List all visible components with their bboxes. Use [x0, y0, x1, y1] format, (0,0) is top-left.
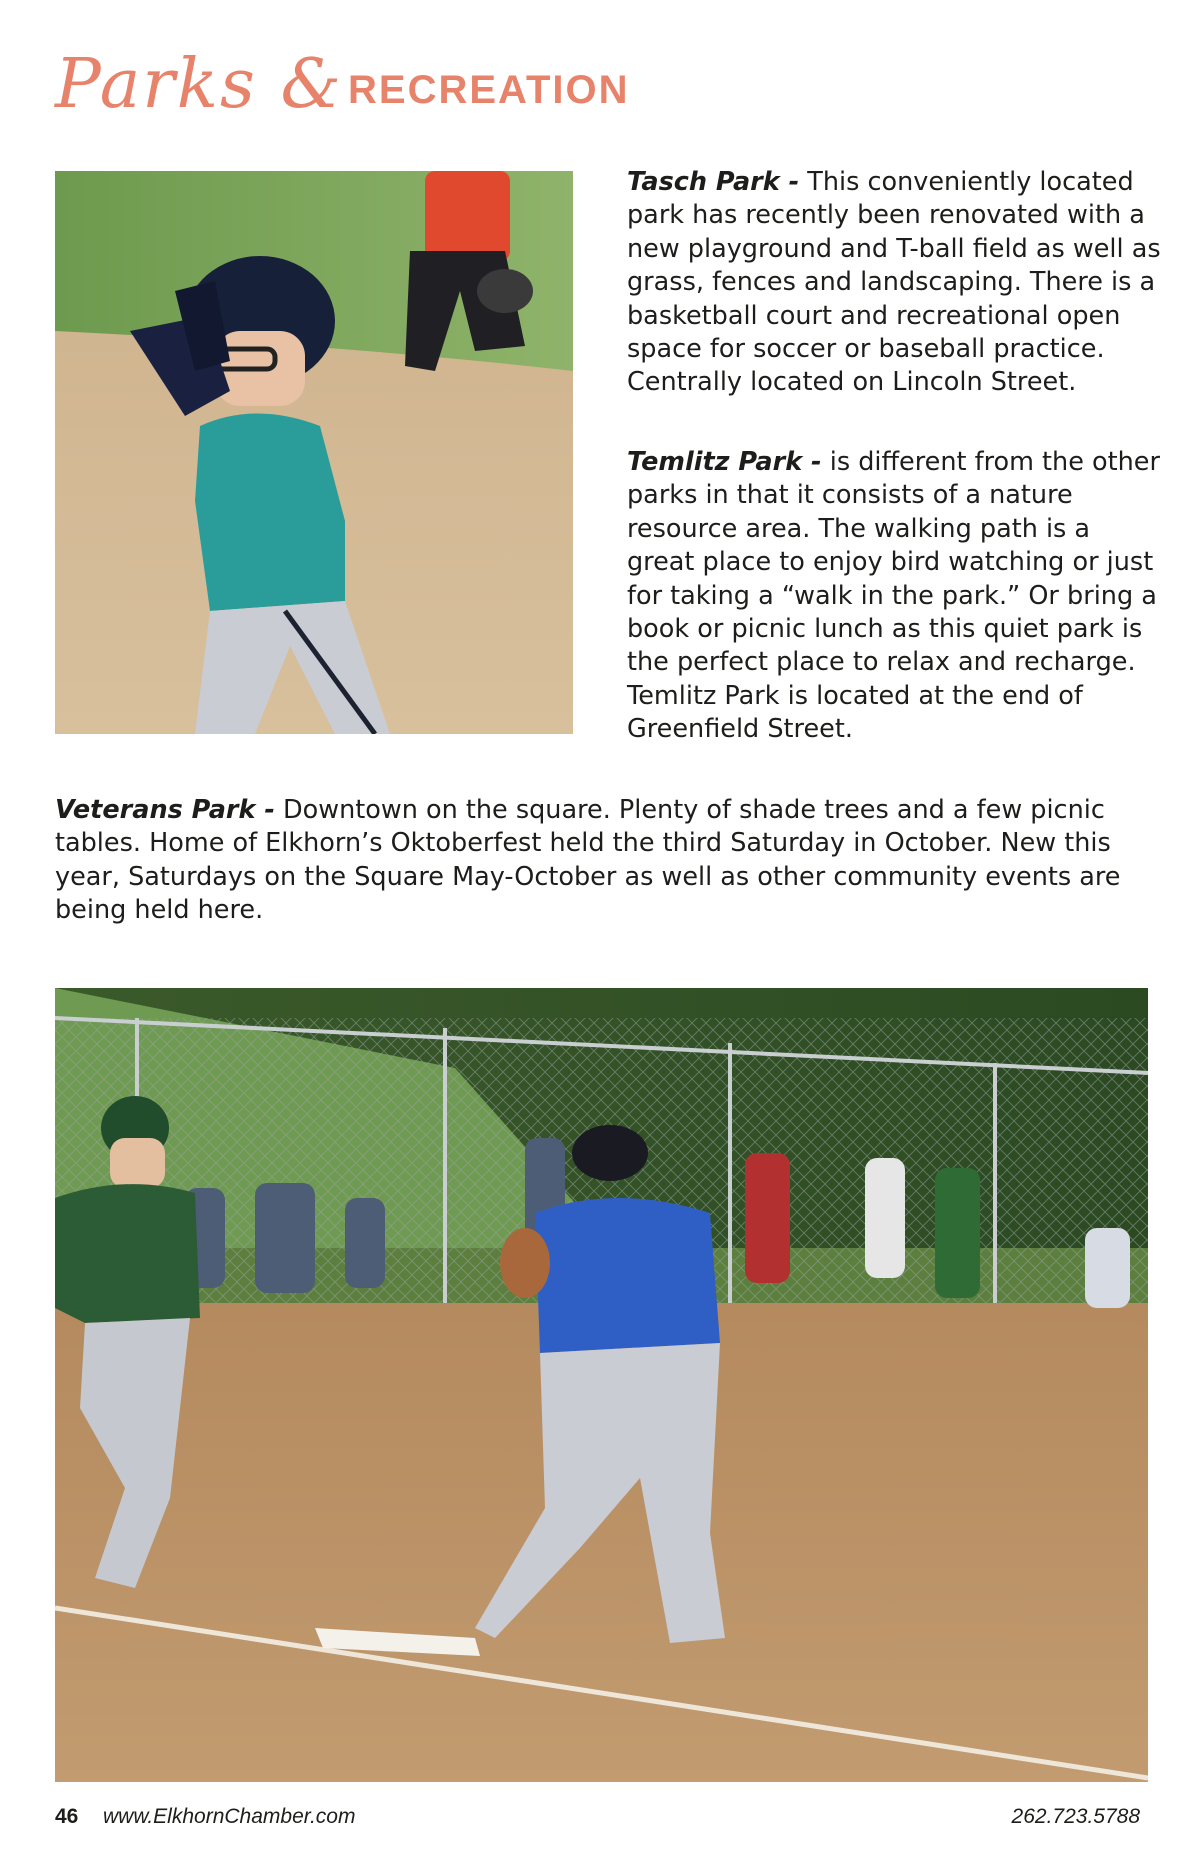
tasch-park-description: This conveniently located park has recently been renovated with a new playground and T-ball field as well as grass, fences and landscaping. There is a basketball court and recreational open space for soccer or baseball practice. Centrally located on Lincoln Street.: [627, 167, 1161, 398]
temlitz-park-name: Temlitz Park -: [627, 447, 822, 477]
veterans-park-name: Veterans Park -: [55, 795, 275, 825]
phone-number: 262.723.5788: [1011, 1805, 1140, 1828]
tasch-park-name: Tasch Park -: [627, 167, 800, 197]
baseball-game-photo: [55, 988, 1148, 1782]
tasch-park-paragraph: [627, 166, 1162, 400]
page-number: 46: [55, 1805, 79, 1828]
section-title-script: Parks &: [55, 45, 343, 124]
veterans-park-description: Downtown on the square. Plenty of shade trees and a few picnic tables. Home of Elkhorn’s Oktoberfest held the third Saturday in October. New this year, Saturdays on the Square May-October as well as other community events are being held here.: [55, 795, 1121, 926]
temlitz-park-description: is different from the other parks in that it consists of a nature resource area. The walking path is a great place to enjoy bird watching or just for taking a “walk in the park.” Or bring a book or picnic lunch as this quiet park is the perfect place to relax and recharge. Temlitz Park is located at the end of Greenfield Street.: [627, 447, 1160, 745]
section-title-caps: RECREATION: [348, 68, 630, 112]
page-footer: [0, 1805, 1200, 1835]
temlitz-park-paragraph: [627, 446, 1162, 747]
page-header: [55, 40, 755, 130]
website-url: www.ElkhornChamber.com: [103, 1805, 356, 1828]
veterans-park-paragraph: [55, 794, 1165, 928]
tball-player-photo: [55, 171, 573, 734]
